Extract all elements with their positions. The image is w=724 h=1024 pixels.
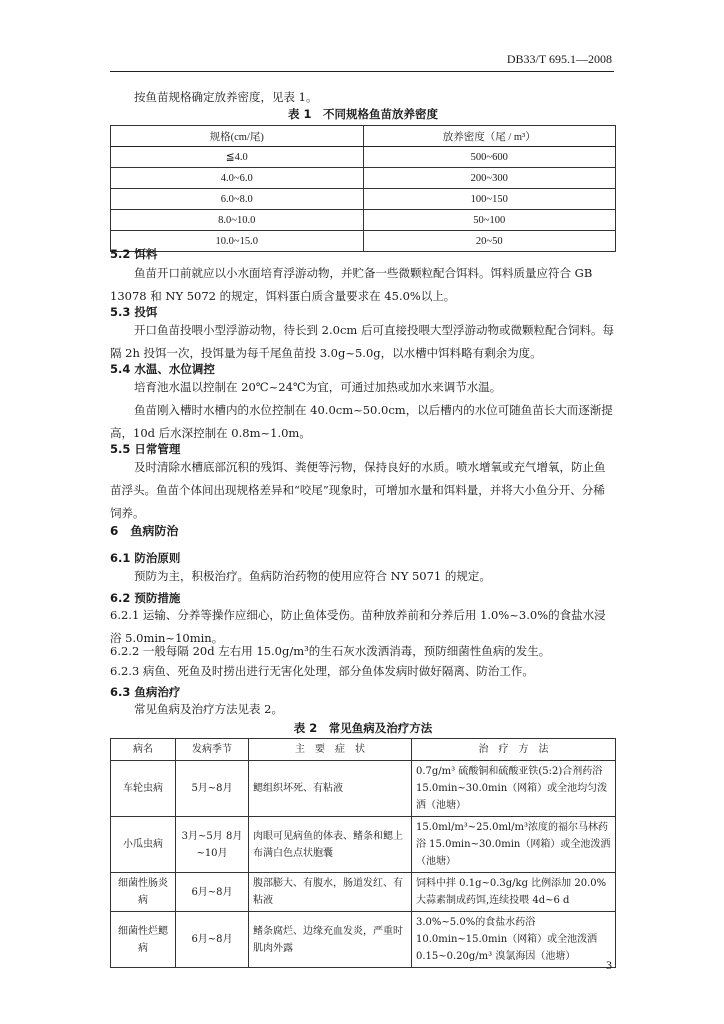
table-row xyxy=(111,231,616,252)
standard-code: DB33/T 695.1—2008 xyxy=(506,52,612,66)
disease-symptom: 鳍条腐烂、边缘充血发炎，严重时肌肉外露 xyxy=(249,912,412,968)
disease-name: 小瓜虫病 xyxy=(111,817,176,873)
section-heading: 6.1 防治原则 xyxy=(110,551,181,565)
table-cell: 20~50 xyxy=(363,231,616,252)
disease-season: 6月~8月 xyxy=(176,912,249,968)
disease-season: 6月~8月 xyxy=(176,873,249,912)
table-cell: 8.0~10.0 xyxy=(111,210,364,231)
section-body: 培育池水温以控制在 20℃~24℃为宜，可通过加热或加水来调节水温。 xyxy=(134,380,502,394)
header-cell: 主 要 症 状 xyxy=(249,739,412,761)
chapter-heading: 6 鱼病防治 xyxy=(110,524,179,538)
disease-treatment: 0.7g/m³ 硫酸铜和硫酸亚铁(5:2)合剂药浴 15.0min~30.0min（网箱）或全池均匀泼洒（池塘） xyxy=(412,761,616,817)
table-row xyxy=(111,761,616,817)
subsection-body: 6.2.3 病鱼、死鱼及时捞出进行无害化处理，部分鱼体发病时做好隔离、防治工作。 xyxy=(110,664,534,678)
table-header-row xyxy=(111,126,616,147)
disease-name: 细菌性烂鳃病 xyxy=(111,912,176,968)
disease-treatment: 饲料中拌 0.1g~0.3g/kg 比例添加 20.0%大蒜素制成药饵,连续投喂 4d~6 d xyxy=(412,873,616,912)
stocking-density-table xyxy=(110,125,616,252)
section-body: 鱼苗开口前就应以小水面培育浮游动物，并贮备一些微颗粒配合饵料。饵料质量应符合 GB 13078 和 NY 5072 的规定，饵料蛋白质含量要求在 45.0%以上。 xyxy=(110,266,593,303)
table-cell: 200~300 xyxy=(363,168,616,189)
section-body: 常见鱼病及治疗方法见表 2。 xyxy=(134,702,283,716)
disease-symptom: 鳃组织坏死、有粘液 xyxy=(249,761,412,817)
table-row xyxy=(111,147,616,168)
table1-caption: 表 1 不同规格鱼苗放养密度 xyxy=(287,107,438,121)
section-body: 及时清除水槽底部沉积的残饵、粪便等污物，保持良好的水质。喷水增氧或充气增氧，防止鱼苗浮头。鱼苗个体间出现规格差异和“咬尾”现象时，可增加水量和饵料量，并将大小鱼分开、分稀饲养。 xyxy=(110,460,606,520)
disease-symptom: 肉眼可见病鱼的体表、鳍条和鳃上布满白色点状胞囊 xyxy=(249,817,412,873)
table-cell: 500~600 xyxy=(363,147,616,168)
table-row xyxy=(111,912,616,968)
header-cell: 发病季节 xyxy=(176,739,249,761)
section-heading: 6.2 预防措施 xyxy=(110,591,181,605)
table-cell: 50~100 xyxy=(363,210,616,231)
disease-name: 细菌性肠炎病 xyxy=(111,873,176,912)
table2-caption: 表 2 常见鱼病及治疗方法 xyxy=(293,721,433,735)
section-heading: 5.4 水温、水位调控 xyxy=(110,362,215,376)
header-cell: 治 疗 方 法 xyxy=(412,739,616,761)
table-row xyxy=(111,817,616,873)
disease-treatment: 3.0%~5.0%的食盐水药浴 10.0min~15.0min（网箱）或全池泼洒 0.15~0.20g/m³ 溴氯海因（池塘） xyxy=(412,912,616,968)
fish-disease-table xyxy=(110,738,616,968)
table-cell: 10.0~15.0 xyxy=(111,231,364,252)
section-heading: 5.2 饵料 xyxy=(110,247,158,261)
section-heading: 5.5 日常管理 xyxy=(110,442,181,456)
intro-text: 按鱼苗规格确定放养密度，见表 1。 xyxy=(134,90,318,104)
table-cell: ≦4.0 xyxy=(111,147,364,168)
table-header-row xyxy=(111,739,616,761)
header-cell: 放养密度（尾 / m³） xyxy=(363,126,616,147)
section-body: 开口鱼苗投喂小型浮游动物，待长到 2.0cm 后可直接投喂大型浮游动物或微颗粒配合饲料。每隔 2h 投饵一次，投饵量为每千尾鱼苗投 3.0g~5.0g，以水槽中饵料略有剩余为度。 xyxy=(110,323,614,360)
table-cell: 4.0~6.0 xyxy=(111,168,364,189)
section-body: 鱼苗刚入槽时水槽内的水位控制在 40.0cm~50.0cm，以后槽内的水位可随鱼苗长大而逐渐提高，10d 后水深控制在 0.8m~1.0m。 xyxy=(110,403,613,440)
section-heading: 6.3 鱼病治疗 xyxy=(110,685,181,699)
header-rule xyxy=(110,71,614,72)
table-cell: 100~150 xyxy=(363,189,616,210)
disease-name: 车轮虫病 xyxy=(111,761,176,817)
table-row xyxy=(111,210,616,231)
table-row xyxy=(111,189,616,210)
subsection-body: 6.2.1 运输、分养等操作应细心，防止鱼体受伤。苗种放养前和分养后用 1.0%~3.0%的食盐水浸浴 5.0min~10min。 xyxy=(110,608,606,645)
table-row xyxy=(111,168,616,189)
section-heading: 5.3 投饵 xyxy=(110,305,158,319)
header-cell: 病名 xyxy=(111,739,176,761)
table-row xyxy=(111,873,616,912)
header-cell: 规格(cm/尾) xyxy=(111,126,364,147)
disease-season: 3月~5月 8月~10月 xyxy=(176,817,249,873)
disease-symptom: 腹部膨大、有腹水，肠道发红、有粘液 xyxy=(249,873,412,912)
section-body: 预防为主，积极治疗。鱼病防治药物的使用应符合 NY 5071 的规定。 xyxy=(134,569,491,583)
subsection-body: 6.2.2 一般每隔 20d 左右用 15.0g/m³的生石灰水泼洒消毒，预防细菌性鱼病的发生。 xyxy=(110,644,551,658)
table-cell: 6.0~8.0 xyxy=(111,189,364,210)
disease-treatment: 15.0ml/m³~25.0ml/m³浓度的福尔马林药浴 15.0min~30.0min（网箱）或全池泼洒（池塘） xyxy=(412,817,616,873)
disease-season: 5月~8月 xyxy=(176,761,249,817)
page-number: 3 xyxy=(606,958,612,972)
